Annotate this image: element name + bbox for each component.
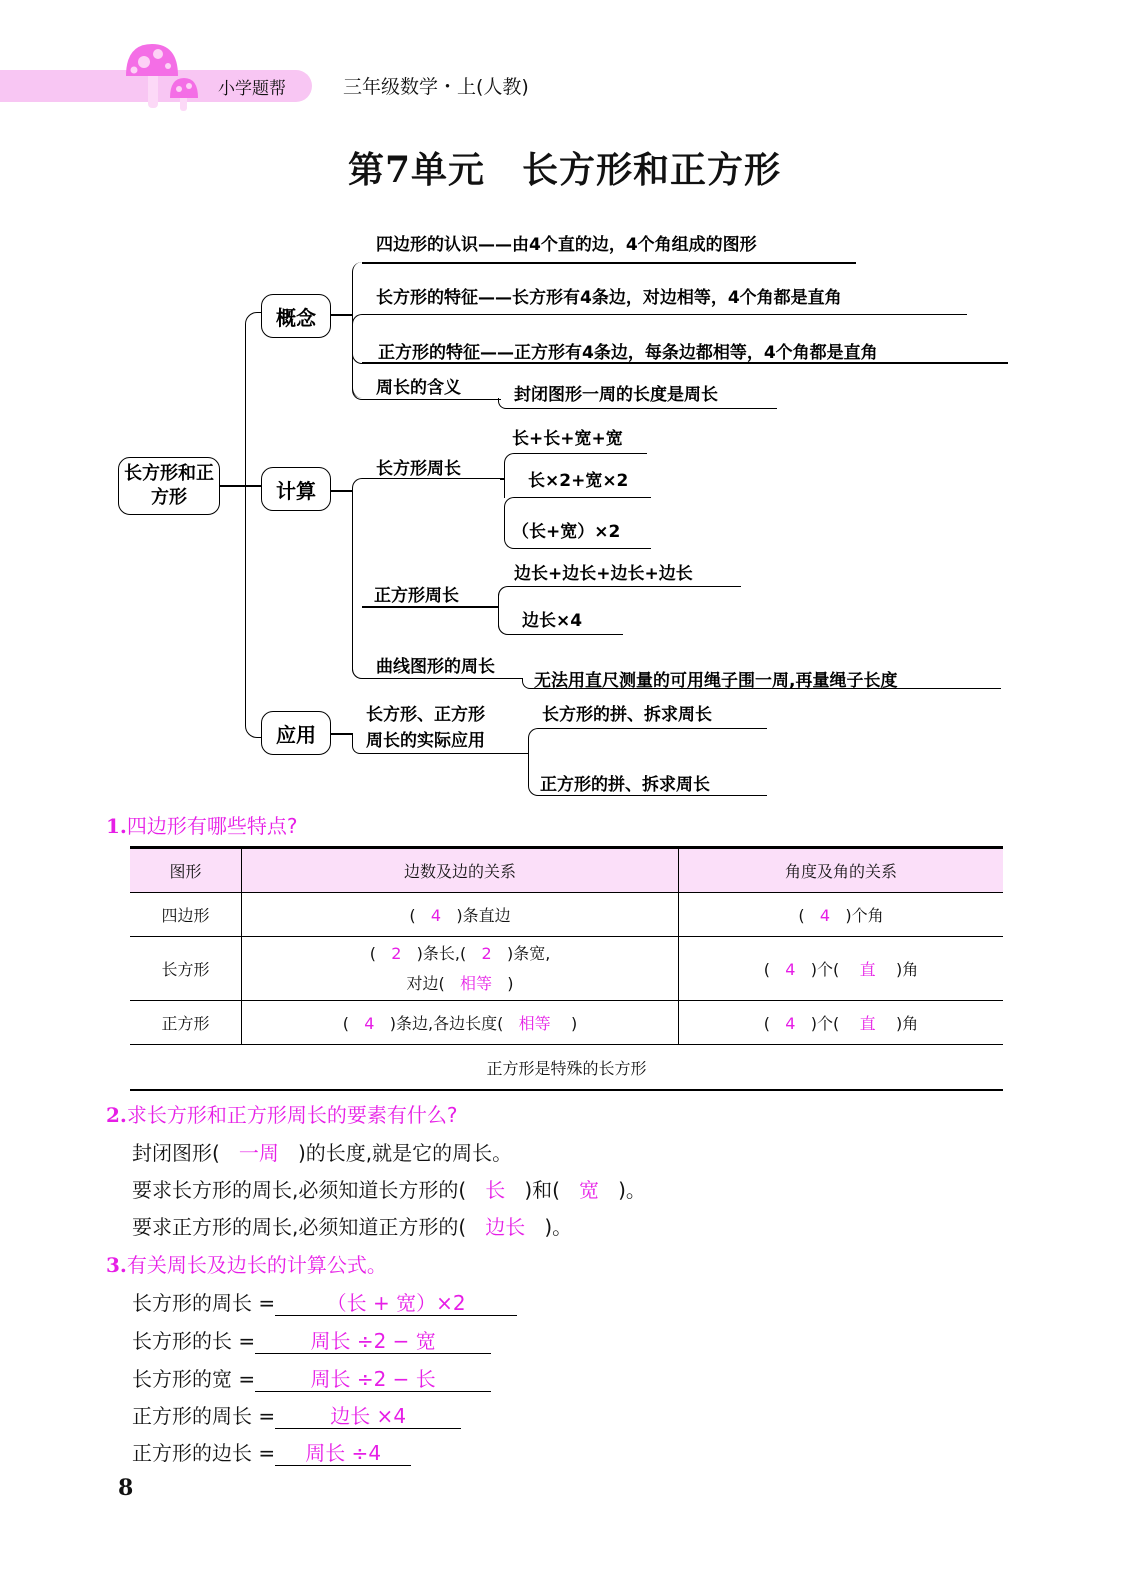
branch-node-concept — [261, 294, 331, 338]
quadrilateral-table — [130, 846, 1003, 1091]
table-row — [130, 1001, 1003, 1045]
angles-cell: ( 4 )个( 直 )角 — [679, 1001, 1004, 1045]
formula-line: 长方形的宽 = 周长 ÷2 − 长 — [132, 1363, 491, 1392]
table-row — [130, 893, 1003, 937]
table-row — [130, 937, 1003, 1001]
formula-text: 长+长+宽+宽 — [512, 429, 623, 449]
concept-item-topic: 长方形的特征——长方形有4条边，对边相等，4个角都是直角 — [376, 288, 842, 308]
table-note-row — [130, 1045, 1003, 1091]
concept-item-topic: 周长的含义 — [376, 378, 461, 398]
calc-item-topic: 曲线图形的周长 — [376, 657, 495, 677]
q2-line-1: 封闭图形( 一周 )的长度,就是它的周长。 — [132, 1141, 513, 1165]
table-header: 边数及边的关系 — [242, 848, 679, 893]
answer-blank: 周长 ÷4 — [275, 1441, 411, 1466]
question-2: 2.求长方形和正方形周长的要素有什么? — [106, 1103, 458, 1127]
connector — [330, 314, 352, 316]
connector — [330, 733, 352, 735]
table-note: 正方形是特殊的长方形 — [130, 1045, 1003, 1091]
table-header: 图形 — [130, 848, 242, 893]
concept-item-topic: 正方形的特征——正方形有4条边，每条边都相等，4个角都是直角 — [378, 343, 878, 363]
mushroom-logo-icon — [118, 40, 218, 112]
book-label: 三年级数学・上(人教) — [343, 76, 529, 98]
concept-item-detail: 封闭图形一周的长度是周长 — [514, 385, 718, 405]
formula-line: 长方形的长 = 周长 ÷2 − 宽 — [132, 1325, 491, 1354]
brand-label: 小学题帮 — [218, 79, 286, 99]
angles-cell: ( 4 )个角 — [679, 893, 1004, 937]
formula-text: 长×2+宽×2 — [528, 471, 629, 491]
sides-cell: ( 4 )条直边 — [242, 893, 679, 937]
angles-cell: ( 4 )个( 直 )角 — [679, 937, 1004, 1001]
formula-text: 边长×4 — [522, 611, 583, 631]
mindmap-root-label: 长方形和正方形 — [124, 463, 214, 508]
answer-blank: 边长 ×4 — [275, 1404, 461, 1429]
connector — [330, 490, 352, 492]
formula-text: （长+宽）×2 — [512, 522, 621, 542]
app-item-detail: 长方形的拼、拆求周长 — [542, 705, 712, 725]
calc-item-topic: 长方形周长 — [376, 459, 461, 479]
calc-item-detail: 无法用直尺测量的可用绳子围一周,再量绳子长度 — [534, 671, 898, 691]
page-number: 8 — [118, 1475, 134, 1501]
shape-cell: 正方形 — [130, 1001, 242, 1045]
table-header: 角度及角的关系 — [679, 848, 1004, 893]
answer-blank: 周长 ÷2 − 长 — [255, 1367, 491, 1392]
app-item-detail: 正方形的拼、拆求周长 — [540, 775, 710, 795]
branch-label: 计算 — [276, 478, 316, 503]
answer-blank: （长 + 宽）×2 — [275, 1291, 517, 1316]
shape-cell: 四边形 — [130, 893, 242, 937]
mindmap-root-node — [118, 457, 220, 515]
branch-label: 概念 — [276, 305, 316, 330]
question-1: 1.四边形有哪些特点? — [106, 814, 298, 838]
branch-label: 应用 — [276, 722, 316, 747]
sides-cell: ( 4 )条边,各边长度( 相等 ) — [242, 1001, 679, 1045]
page-title: 第7单元 长方形和正方形 — [347, 149, 782, 191]
app-item-topic: 长方形、正方形 — [366, 705, 485, 725]
connector — [362, 262, 856, 264]
question-3: 3.有关周长及边长的计算公式。 — [106, 1253, 387, 1277]
q2-line-3: 要求正方形的周长,必须知道正方形的( 边长 )。 — [132, 1215, 573, 1239]
answer-blank: 周长 ÷2 − 宽 — [255, 1329, 491, 1354]
formula-line: 长方形的周长 = （长 + 宽）×2 — [132, 1287, 517, 1316]
formula-line: 正方形的边长 = 周长 ÷4 — [132, 1437, 411, 1466]
branch-node-calculation — [261, 467, 331, 511]
formula-line: 正方形的周长 = 边长 ×4 — [132, 1400, 461, 1429]
sides-cell: ( 2 )条长,( 2 )条宽, 对边( 相等 ) — [242, 937, 679, 1001]
shape-cell: 长方形 — [130, 937, 242, 1001]
concept-item-topic: 四边形的认识——由4个直的边，4个角组成的图形 — [376, 235, 757, 255]
table-header-row — [130, 848, 1003, 893]
calc-item-topic: 正方形周长 — [374, 586, 459, 606]
connector-trunk — [245, 312, 262, 738]
app-item-topic: 周长的实际应用 — [366, 731, 485, 751]
branch-node-application — [261, 711, 331, 755]
connector — [480, 606, 498, 608]
formula-text: 边长+边长+边长+边长 — [514, 564, 693, 584]
q2-line-2: 要求长方形的周长,必须知道长方形的( 长 )和( 宽 )。 — [132, 1178, 646, 1202]
